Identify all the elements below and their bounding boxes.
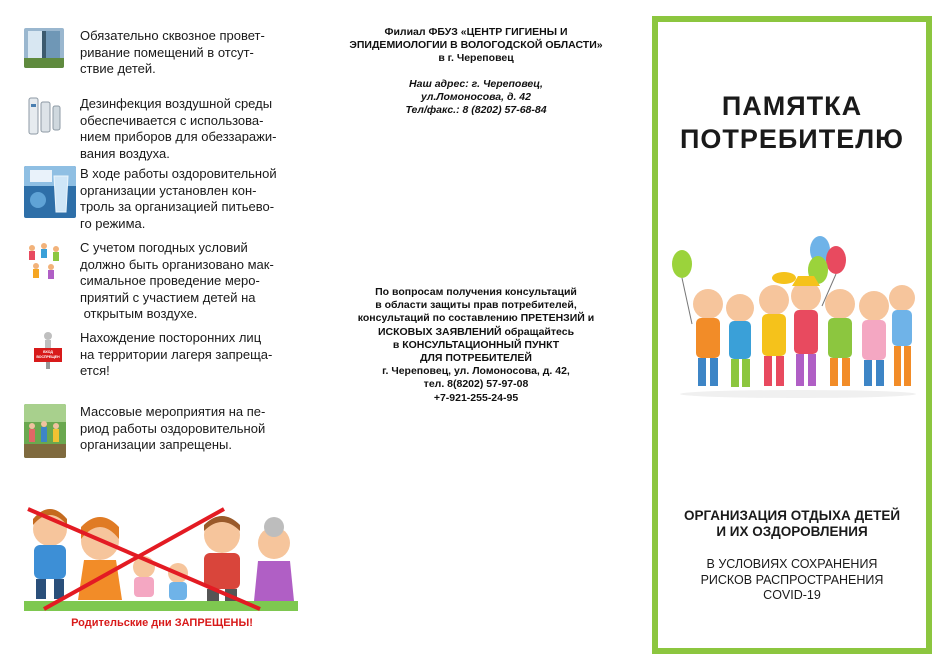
org-name-line: Филиал ФБУЗ «ЦЕНТР ГИГИЕНЫ И [384,26,568,38]
happy-kids-balloons-illustration [670,234,916,414]
rule-text: Нахождение посторонних лиц на территории лагеря запреща- ется! [80,330,273,378]
left-panel [0,0,310,672]
memo-title: ПАМЯТКА ПОТРЕБИТЕЛЮ [679,91,905,154]
no-entry-sign-text: ВХОД ВОСПРЕЩЕН [36,350,60,359]
air-recirculator-icon [24,96,64,136]
org-phone-line: Тел/факс.: 8 (8202) 57-68-84 [405,104,547,116]
parents-day-forbidden-illustration [24,505,298,613]
cover-panel [652,16,932,654]
parents-day-warning: Родительские дни ЗАПРЕЩЕНЫ! [71,617,253,629]
middle-panel [318,0,634,672]
no-entry-sign-icon [32,330,64,370]
organization-block [318,26,634,117]
org-address-line: ул.Ломоносова, д. 42 [421,91,531,103]
rule-text: Массовые мероприятия на пе- риод работы оздоровительной организации запрещены. [80,404,266,452]
org-name-line: в г. Череповец [438,52,514,64]
rule-text: Дезинфекция воздушной среды обеспечивается с использова- нием приборов для обеззаражи- вания воздуха. [80,96,277,161]
rule-text: В ходе работы оздоровительной организации установлен кон- троль за организацией питьево- го режима. [80,166,277,231]
mass-event-icon [24,404,66,458]
rule-text: С учетом погодных условий должно быть организовано мак- симальное проведение меро- приятий с участием детей на открытым воздухе. [80,240,274,321]
org-name-line: ЭПИДЕМИОЛОГИИ В ВОЛОГОДСКОЙ ОБЛАСТИ» [349,39,603,51]
section-title: ОРГАНИЗАЦИЯ ОТДЫХА ДЕТЕЙ И ИХ ОЗДОРОВЛЕНИЯ [683,508,901,539]
org-address-line: Наш адрес: г. Череповец, [409,78,543,90]
rule-text: Обязательно сквозное провет- ривание помещений в отсут- ствие детей. [80,28,265,76]
consultation-block: По вопросам получения консультаций в области защиты прав потребителей, консультаций по составлению ПРЕТЕНЗИЙ и ИСКОВЫХ ЗАЯВЛЕНИЙ обращайтесь в КОНСУЛЬТАЦИОННЫЙ ПУНКТ ДЛЯ ПОТРЕБИТЕЛЕЙ г. Череповец, ул. Ломоносова, д. 42, тел. 8(8202) 57-97-08 +7-921-255-24-95 [357,286,595,404]
drinking-water-icon [24,166,76,218]
kids-outdoor-icon [24,240,64,280]
open-window-icon [24,28,64,68]
covid-subtitle: В УСЛОВИЯХ СОХРАНЕНИЯ РИСКОВ РАСПРОСТРАНЕНИЯ COVID-19 [700,557,884,602]
